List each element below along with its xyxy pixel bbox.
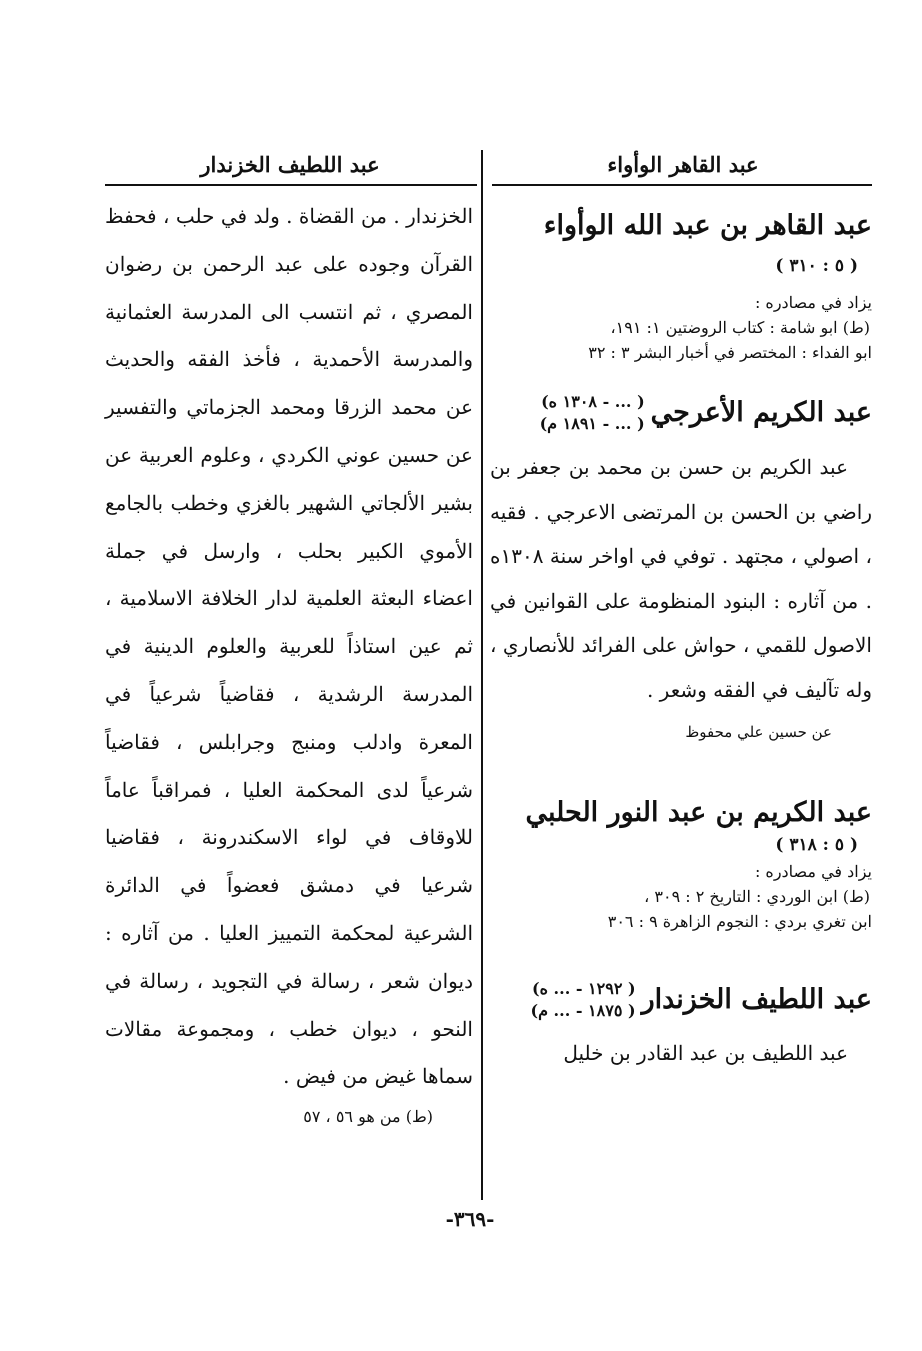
volume-reference: ( ٥ : ٣١٠ ) — [775, 256, 858, 276]
dates-hijri: ( ١٢٩٢ - ... ه) — [532, 978, 636, 998]
entry-dates — [540, 391, 645, 435]
running-header-right: عبد القاهر الوأواء — [607, 152, 759, 177]
entry-abdullatif-khazindar — [490, 978, 872, 1078]
source-line: (ط) ابن الوردي : التاريخ ٢ : ٣٠٩ ، — [644, 886, 870, 906]
sources-heading: يزاد في مصادره : — [754, 861, 872, 881]
header-rule-right — [492, 184, 872, 186]
entry-abdulkarim-aaraji — [490, 391, 872, 741]
dates-hijri: ( ... - ١٣٠٨ ه) — [541, 392, 645, 411]
right-column — [490, 200, 872, 1077]
entry-abdulqahir — [490, 206, 872, 365]
footnote: (ط) من هو ٥٦ ، ٥٧ — [303, 1107, 433, 1127]
volume-reference: ( ٥ : ٣١٨ ) — [775, 834, 858, 855]
page-number: -٣٦٩- — [445, 1207, 495, 1231]
header-rule-left — [105, 184, 477, 186]
entry-title: عبد اللطيف الخزندار — [641, 983, 872, 1015]
column-divider — [481, 150, 483, 1200]
left-column — [105, 193, 473, 1126]
sources-heading: يزاد في مصادره : — [754, 293, 872, 312]
entry-abdulkarim-halabi — [490, 793, 872, 934]
entry-body: عبد الكريم بن حسن بن محمد بن جعفر بن راضي بن الحسن بن المرتضى الاعرجي . فقيه ، اصولي ، مجتهد . توفي في اواخر سنة ١٣٠٨ه . من آثاره : البنود المنظومة على القوانين في الاصول للقمي ، حواش على الفرائد للأنصاري ، وله تآليف في الفقه وشعر . — [490, 455, 872, 702]
entry-heading — [490, 391, 872, 435]
entry-heading — [490, 978, 872, 1022]
entry-title: عبد الكريم بن عبد النور الحلبي — [525, 796, 872, 828]
entry-author: عن حسين علي محفوظ — [685, 722, 832, 741]
source-line: ابو الفداء : المختصر في أخبار البشر ٣ : ٣٢ — [588, 343, 872, 362]
entry-title: عبد الكريم الأعرجي — [650, 397, 872, 428]
running-header-left: عبد اللطيف الخزندار — [200, 152, 380, 177]
dates-gregorian: ( ١٨٧٥ - ... م) — [530, 1000, 636, 1020]
source-line: ابن تغري بردي : النجوم الزاهرة ٩ : ٣٠٦ — [607, 911, 872, 931]
source-line: (ط) ابو شامة : كتاب الروضتين ١: ١٩١، — [610, 318, 870, 337]
dates-gregorian: ( ... - ١٨٩١ م) — [539, 414, 645, 433]
entry-body-start: عبد اللطيف بن عبد القادر بن خليل — [563, 1040, 848, 1065]
entry-title: عبد القاهر بن عبد الله الوأواء — [543, 210, 872, 241]
entry-dates — [531, 978, 636, 1022]
entry-body-continued: الخزندار . من القضاة . ولد في حلب ، فحفظ القرآن وجوده على عبد الرحمن بن رضوان المصري ، ثم انتسب الى المدرسة العثمانية والمدرسة الأحمدية ، فأخذ الفقه والحديث عن محمد الزرقا ومحمد الجزماتي والتفسير عن حسين عوني الكردي ، وعلوم العربية عن بشير الألجاتي الشهير بالغزي وخطب بالجامع الأموي الكبير بحلب ، وارسل في جملة اعضاء البعثة العلمية لدار الخلافة الاسلامية ، ثم عين استاذاً للعربية والعلوم الدينية في المدرسة الرشدية ، فقاضياً شرعياً في المعرة وادلب ومنبج وجرابلس ، فقاضياً شرعياً لدى المحكمة العليا ، فمراقباً عاماً للاوقاف في لواء الاسكندرونة ، فقاضيا شرعيا في دمشق فعضواً في الدائرة الشرعية لمحكمة التمييز العليا . من آثاره : ديوان شعر ، رسالة في التجويد ، رسالة في النحو ، ديوان خطب ، ومجموعة مقالات سماها غيض من فيض . — [105, 204, 473, 1089]
